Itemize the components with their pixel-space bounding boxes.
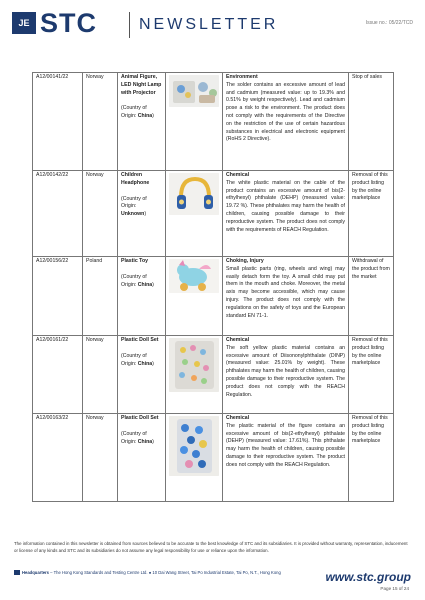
country-of-origin: (Country of Origin: China) [121, 105, 154, 120]
stc-logo-mark: JE [12, 12, 36, 34]
doll-set-photo-icon [169, 338, 219, 392]
measures-taken: Stop of sales [349, 73, 394, 171]
product-photo [169, 173, 219, 215]
reference-number: A12/00156/22 [33, 257, 83, 336]
newsletter-header [12, 8, 413, 46]
headquarters-line [14, 570, 281, 575]
country-of-origin: (Country of Origin: China) [121, 430, 154, 445]
product-image-cell [166, 171, 223, 257]
measures-taken: Removal of this product listing by the online marketplace [349, 336, 394, 414]
product-photo [169, 259, 219, 293]
stc-logo-text: STC [40, 8, 97, 38]
reference-number: A12/00142/22 [33, 171, 83, 257]
notifying-country: Norway [83, 336, 118, 414]
product-image-cell [166, 336, 223, 414]
product-cell [118, 73, 166, 171]
reference-number: A12/00161/22 [33, 336, 83, 414]
risk-type: Chemical [226, 337, 250, 343]
product-image-cell [166, 414, 223, 502]
risk-type: Chemical [226, 415, 250, 421]
hq-label: Headquarters [22, 570, 49, 575]
risk-description: The plastic material of the figure contains an excessive amount of bis(2-ethylhexyl) phthalate (DEHP) (measured value: 17.61%). This phthalate may harm the health of children, causing possible damage to their reproductive system. The product does not comply with the REACH Regulation. [226, 422, 345, 468]
notifying-country: Norway [83, 414, 118, 502]
doll-set-blue-photo-icon [169, 416, 219, 476]
product-name: Plastic Doll Set [121, 415, 159, 421]
product-name: Children Headphone [121, 172, 150, 186]
product-name: Plastic Doll Set [121, 337, 159, 343]
measures-taken: Removal of this product listing by the online marketplace [349, 414, 394, 502]
table-row [33, 414, 394, 502]
measures-taken: Removal of this product listing by the online marketplace [349, 171, 394, 257]
product-photo [169, 75, 219, 107]
product-recall-table [32, 72, 394, 502]
risk-description: Small plastic parts (ring, wheels and wing) may easily detach form the toy. A small child may put them in the mouth and choke. Moreover, the metal axis may become accessible, which may cause injury. The product does not comply with the regulations on the safety of toys and the European standard EN 71-1. [226, 265, 345, 319]
issue-number: Issue no.: 05/22/TCD [365, 20, 413, 26]
country-of-origin: (Country of Origin: China) [121, 273, 154, 288]
product-cell [118, 257, 166, 336]
header-divider [129, 12, 130, 38]
product-cell [118, 171, 166, 257]
table-row [33, 73, 394, 171]
plastic-toy-photo-icon [169, 259, 219, 293]
headphone-photo-icon [169, 173, 219, 215]
measures-taken: Withdrawal of the product from the market [349, 257, 394, 336]
page-number: Page 15 of 24 [380, 586, 409, 591]
product-cell [118, 336, 166, 414]
notifying-country: Norway [83, 73, 118, 171]
website-link[interactable]: www.stc.group [325, 570, 411, 584]
product-image-cell [166, 73, 223, 171]
risk-cell [223, 414, 349, 502]
product-name: Plastic Toy [121, 258, 149, 264]
reference-number: A12/00141/22 [33, 73, 83, 171]
disclaimer-text: The information contained in this newsletter is obtained from sources believed to be accurate to the best knowledge of STC and its subsidiaries. It is provided without warranty, representation, inducement or license of any kinds and STC and its subsidiaries do not assume any legal responsibility for use or reliance upon the information. [14, 541, 408, 553]
risk-cell [223, 73, 349, 171]
product-name: Animal Figure, LED Night Lamp with Projector [121, 74, 162, 96]
product-photo [169, 416, 219, 476]
risk-type: Choking, Injury [226, 258, 264, 264]
risk-cell [223, 336, 349, 414]
risk-description: The solder contains an excessive amount of lead and cadmium (measured value: up to 19.3% and 0.51% by weight respectively). Lead and cadmium pose a risk to the environment. The product does not comply with the requirements of the Directive on the restriction of the use of certain hazardous substances in electrical and electronic equipment (RoHS 2 Directive). [226, 81, 345, 143]
risk-cell [223, 257, 349, 336]
table-row [33, 171, 394, 257]
building-icon [14, 570, 20, 575]
risk-type: Chemical [226, 172, 250, 178]
country-of-origin: (Country of Origin: Unknown) [121, 195, 147, 218]
notifying-country: Norway [83, 171, 118, 257]
product-cell [118, 414, 166, 502]
risk-type: Environment [226, 74, 258, 80]
risk-description: The white plastic material on the cable of the product contains an excessive amount of bis(2-ethylhexyl) phthalate (DEHP) (measured value: 19.72 %). These phthalates may harm the health of children, causing possible damage to their reproductive system. The product does not comply with the requirements of REACH Regulation. [226, 179, 345, 233]
country-of-origin: (Country of Origin: China) [121, 352, 154, 367]
product-photo [169, 338, 219, 392]
product-image-cell [166, 257, 223, 336]
table-row [33, 257, 394, 336]
newsletter-title: NEWSLETTER [139, 16, 279, 33]
table-row [33, 336, 394, 414]
risk-cell [223, 171, 349, 257]
notifying-country: Poland [83, 257, 118, 336]
footer-bar [0, 566, 425, 600]
risk-description: The soft yellow plastic material contains an excessive amount of Diisononylphthalate (DINP) (measured value: 25.01% by weight). These phthalates may harm the health of children, causing possible damage to their reproductive system. The product does not comply with the REACH Regulation. [226, 344, 345, 398]
hq-address: – The Hong Kong Standards and Testing Centre Ltd. ● 10 Dai Wang Street, Tai Po Industrial Estate, Tai Po, N.T., Hong Kong [49, 570, 281, 575]
night-lamp-photo-icon [169, 75, 219, 107]
reference-number: A12/00163/22 [33, 414, 83, 502]
